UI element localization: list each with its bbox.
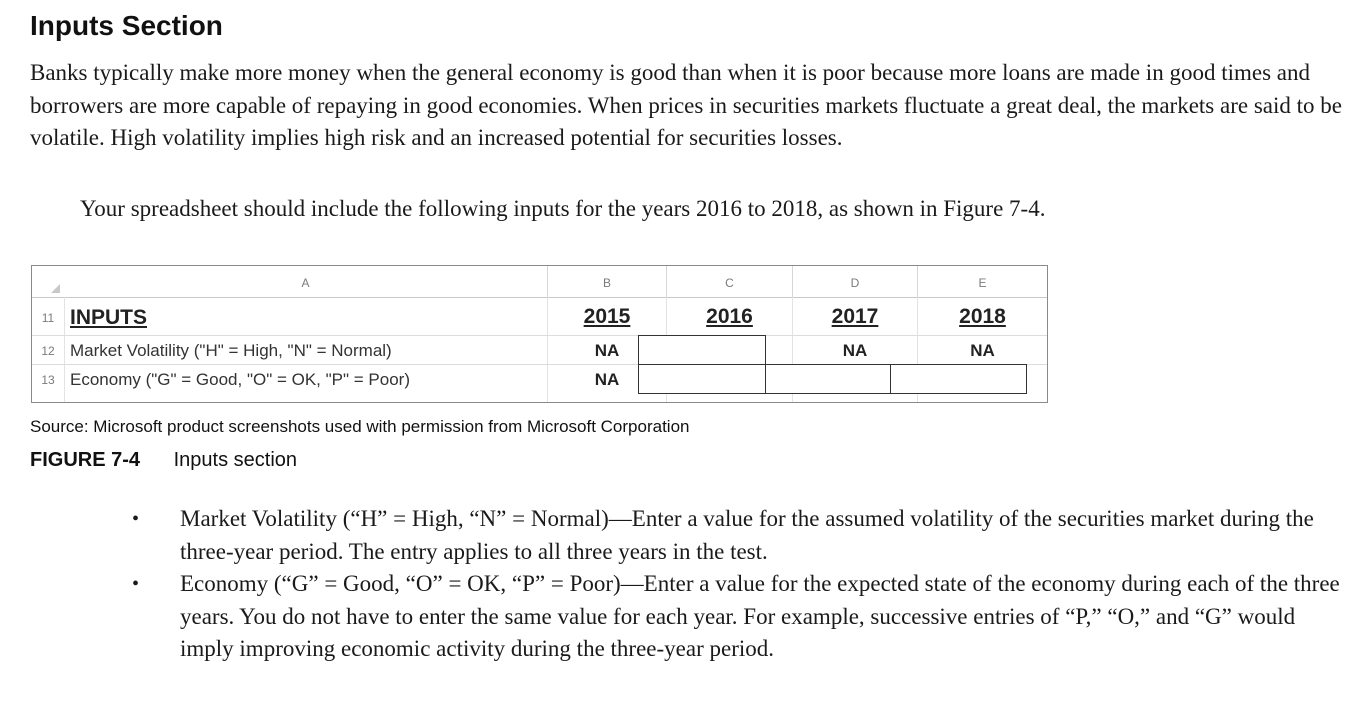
volatility-2018-value: NA	[970, 341, 995, 360]
list-item	[130, 503, 1340, 568]
economy-2015-value: NA	[594, 370, 620, 389]
header-divider	[32, 297, 1047, 298]
volatility-2015-value: NA	[594, 341, 620, 360]
column-header-a: A	[64, 266, 548, 297]
figure-caption-text: Inputs section	[173, 449, 298, 471]
year-2017: 2017	[831, 305, 879, 328]
bullet-icon: •	[132, 508, 140, 530]
economy-2017-input-cell[interactable]	[765, 364, 891, 394]
column-header-b: B	[548, 266, 667, 297]
year-2015: 2015	[583, 305, 631, 328]
column-header-c: C	[667, 266, 793, 297]
volatility-2017-value: NA	[842, 341, 868, 360]
bullet-list	[130, 503, 1340, 666]
figure-number: FIGURE 7-4	[30, 449, 141, 471]
inputs-label: INPUTS	[70, 306, 148, 329]
market-volatility-label: Market Volatility ("H" = High, "N" = Normal)	[70, 341, 392, 360]
economy-2016-input-cell[interactable]	[638, 364, 766, 394]
row-number-11: 11	[41, 311, 55, 325]
list-item	[130, 568, 1340, 666]
bullet-text-market-volatility: Market Volatility (“H” = High, “N” = Normal)—Enter a value for the assumed volatility of the securities market during the three-year period. The entry applies to all three years in the test.	[180, 506, 1314, 564]
year-2018: 2018	[959, 305, 1006, 328]
economy-2018-input-cell[interactable]	[890, 364, 1027, 394]
select-all-corner-icon	[32, 266, 64, 297]
section-heading: Inputs Section	[30, 10, 223, 41]
intro-paragraph: Banks typically make more money when the general economy is good than when it is poor because more loans are made in good times and borrowers are more capable of repaying in good economies. When prices in securities markets fluctuate a great deal, the markets are said to be volatile. High volatility implies high risk and an increased potential for securities losses.	[30, 60, 1342, 150]
row-header-divider	[64, 297, 65, 402]
column-header-d: D	[793, 266, 918, 297]
column-header-e: E	[978, 276, 987, 290]
year-2016: 2016	[706, 305, 753, 328]
row-number-12: 12	[41, 344, 55, 358]
spreadsheet-figure	[31, 265, 1048, 403]
inputs-paragraph: Your spreadsheet should include the following inputs for the years 2016 to 2018, as shown in Figure 7-4.	[80, 196, 1046, 221]
economy-label: Economy ("G" = Good, "O" = OK, "P" = Poor)	[70, 370, 410, 389]
figure-source: Source: Microsoft product screenshots used with permission from Microsoft Corporation	[30, 417, 690, 436]
figure-caption	[30, 449, 297, 472]
bullet-text-economy: Economy (“G” = Good, “O” = OK, “P” = Poor)—Enter a value for the expected state of the economy during each of the three years. You do not have to enter the same value for each year. For example, successive entries of “P,” “O,” and “G” would imply improving economic activity during the three-year period.	[180, 571, 1340, 661]
row-number-13: 13	[41, 373, 55, 387]
bullet-icon: •	[132, 573, 140, 595]
volatility-2016-input-cell[interactable]	[638, 335, 766, 366]
